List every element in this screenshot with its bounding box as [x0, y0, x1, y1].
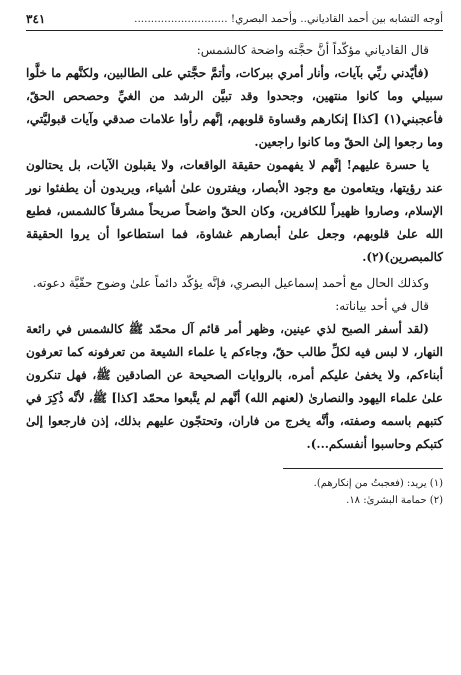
quote-qadiani-part1: (فأيّدني ربِّي بآيات، وأنار أمري ببركات، وأتمَّ حجَّتي على الطالبين، ولكنَّهم ما خلَّوا سبيلي وما كانوا منتهين، وجحدوا وقد تبيَّن الرشد من الغيِّ وحصحص الحقّ، فأعجبني(١) [كذا] إنكارهم وقساوة قلوبهم، إنَّهم رأوا علامات صدقي وآيات قبوليَّتي، وما رجعوا إلىٰ الحقّ وما كانوا راجعين. — [26, 66, 443, 149]
header-divider — [26, 30, 443, 31]
quote-qadiani-part2: يا حسرة عليهم! إنَّهم لا يفهمون حقيقة الواقعات، ولا يقبلون الآيات، بل يحتالون عند رؤيتها، ويتعامون مع وجود الأبصار، ويفترون علىٰ أشياء، ويريدون أن يطفئوا نور الإسلام، وصاروا ظهيراً للكافرين، وكان الحقّ واضحاً صريحاً مشرقاً كالشمس، فطبع الله علىٰ قلوبهم، وجعل علىٰ أبصارهم غشاوة، فما استطاعوا أن يروا الحقيقة كالمبصرين)(٢). — [26, 158, 443, 264]
footnote-divider — [283, 468, 443, 469]
book-page — [26, 8, 443, 668]
page-number: ٣٤١ — [26, 12, 46, 26]
header-title: أوجه التشابه بين أحمد القادياني.. وأحمد البصري! — [230, 13, 443, 25]
footnote-1: (١) يريد: (فعجبتُ من إنكارهم). — [313, 478, 443, 489]
footnote-2: (٢) حمامة البشرىٰ: ١٨. — [346, 495, 443, 506]
quote-basri: (لقد أسفر الصبح لذي عينين، وظهر أمر قائم آل محمّد ﷺ كالشمس في رائعة النهار، لا لبس فيه لكلِّ طالب حقّ، وجاءكم يا علماء الشيعة من تعرفونه كما تعرفون أبناءكم، ولا يخفىٰ عليكم أمره، بالروايات الصحيحة عن الصادقين ﷺ، فهل تنكرون علىٰ علماء اليهود والنصارىٰ (لعنهم الله) أنَّهم لم يتَّبعوا محمّد [كذا] ﷺ، لأنَّه ذُكِرَ في كتبهم باسمه وصفته، وأنَّه يخرج من فاران، وتحتجّون عليهم بذلك، إذن فارجعوا إلىٰ كتبكم وحاسبوا أنفسكم...). — [26, 322, 443, 451]
header-dots: ............................ — [134, 13, 228, 25]
comparison-paragraph: وكذلك الحال مع أحمد إسماعيل البصري، فإنَّه يؤكّد دائماً علىٰ وضوح حقّيَّة دعوته. — [32, 276, 429, 290]
running-header — [26, 8, 443, 30]
running-title — [134, 8, 443, 30]
intro-paragraph: قال القادياني مؤكّداً أنَّ حجَّته واضحة كالشمس: — [196, 43, 429, 57]
intro-paragraph-2: قال في أحد بياناته: — [335, 299, 429, 313]
